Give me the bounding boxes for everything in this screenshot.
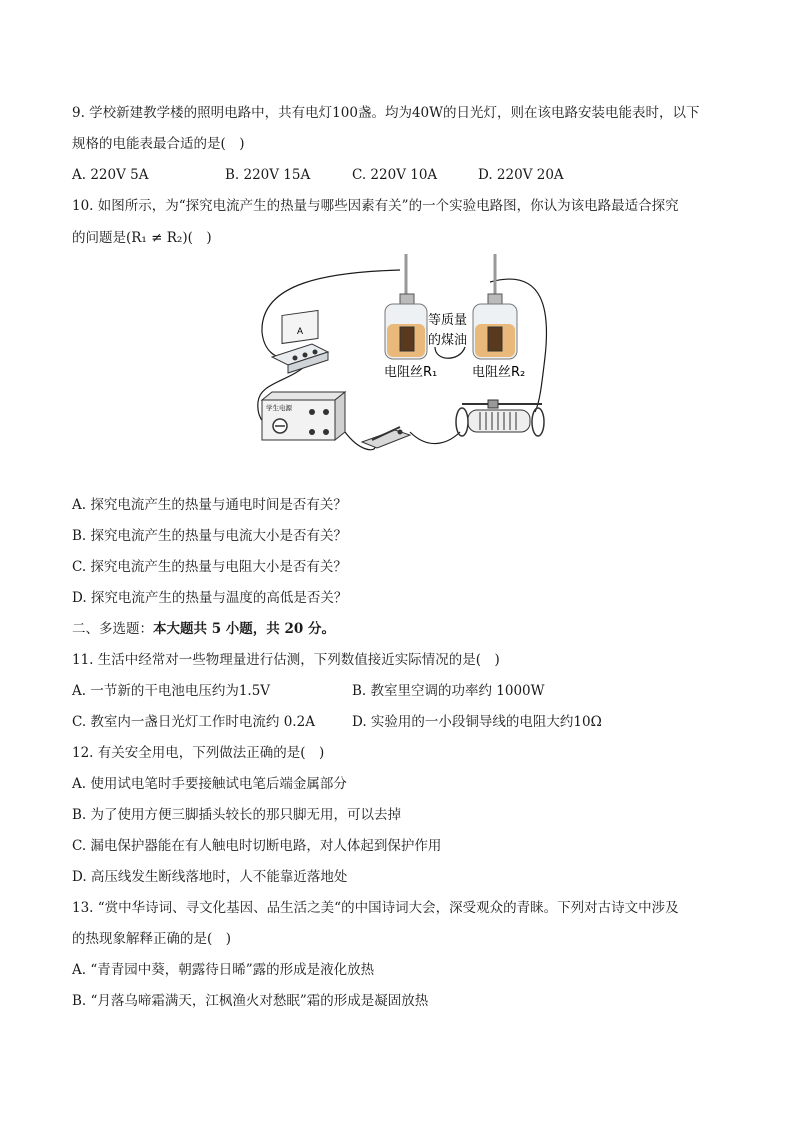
power-supply — [262, 392, 345, 440]
label-equal-mass: 等质量 — [428, 313, 468, 328]
label-resistor-r2: 电阻丝R₂ — [472, 365, 526, 380]
section-prefix: 二、多选题： — [72, 621, 153, 637]
q12-stem: 12. 有关安全用电，下列做法正确的是( ) — [72, 745, 325, 761]
q13-stem-line2: 的热现象解释正确的是( ) — [72, 931, 232, 947]
q11-option-b: B. 教室里空调的功率约 1000W — [352, 683, 545, 699]
q12-option-a: A. 使用试电笔时手要接触试电笔后端金属部分 — [72, 776, 347, 792]
q11-option-c: C. 教室内一盏日光灯工作时电流约 0.2A — [72, 714, 315, 730]
q9-option-d: D. 220V 20A — [478, 167, 564, 183]
q12-option-c: C. 漏电保护器能在有人触电时切断电路，对人体起到保护作用 — [72, 838, 442, 854]
label-resistor-r1: 电阻丝R₁ — [384, 365, 438, 380]
ammeter — [272, 310, 328, 373]
circuit-diagram — [250, 252, 550, 457]
wire-between-bottles — [435, 347, 465, 358]
q10-option-d: D. 探究电流产生的热量与温度的高低是否关？ — [72, 590, 348, 606]
q10-stem-line1: 10. 如图所示，为“探究电流产生的热量与哪些因素有关”的一个实验电路图，你认为该电路最适合探究 — [72, 198, 679, 214]
q11-stem: 11. 生活中经常对一些物理量进行估测，下列数值接近实际情况的是( ) — [72, 652, 500, 668]
q9-option-b: B. 220V 15A — [225, 167, 311, 183]
label-kerosene: 的煤油 — [428, 333, 468, 348]
switch — [362, 427, 410, 448]
ammeter-symbol: A — [296, 326, 304, 336]
q10-option-c: C. 探究电流产生的热量与电阻大小是否有关？ — [72, 559, 347, 575]
q13-stem-line1: 13. “赏中华诗词、寻文化基因、品生活之美“的中国诗词大会，深受观众的青睐。下列对古诗文中涉及 — [72, 900, 679, 916]
wire-bottom-right — [410, 432, 460, 444]
q12-option-b: B. 为了使用方便三脚插头较长的那只脚无用，可以去掉 — [72, 807, 402, 823]
q11-option-d: D. 实验用的一小段铜导线的电阻大约10Ω — [352, 714, 602, 730]
q12-option-d: D. 高压线发生断线落地时，人不能靠近落地处 — [72, 869, 348, 885]
section-description: 本大题共 5 小题，共 20 分。 — [153, 621, 335, 637]
rheostat — [456, 400, 544, 436]
q9-stem-line2: 规格的电能表最合适的是( ) — [72, 136, 245, 152]
circuit-figure — [250, 252, 550, 457]
q13-option-a: A. “青青园中葵，朝露待日晞”露的形成是液化放热 — [72, 962, 375, 978]
label-power-supply: 学生电源 — [266, 404, 292, 412]
section-heading — [72, 620, 335, 638]
q10-stem-line2: 的问题是(R₁ ≠ R₂)( ) — [72, 230, 212, 246]
q9-option-c: C. 220V 10A — [352, 167, 438, 183]
q10-option-a: A. 探究电流产生的热量与通电时间是否有关？ — [72, 497, 347, 513]
q11-option-a: A. 一节新的干电池电压约为1.5V — [72, 683, 271, 699]
q9-option-a: A. 220V 5A — [72, 167, 149, 183]
bottle-r2 — [473, 254, 517, 359]
q13-option-b: B. “月落乌啼霜满天，江枫渔火对愁眠”霜的形成是凝固放热 — [72, 993, 429, 1009]
q10-option-b: B. 探究电流产生的热量与电流大小是否有关？ — [72, 528, 348, 544]
q9-stem-line1: 9. 学校新建教学楼的照明电路中，共有电灯100盏。均为40W的日光灯，则在该电路安装电能表时，以下 — [72, 105, 700, 121]
